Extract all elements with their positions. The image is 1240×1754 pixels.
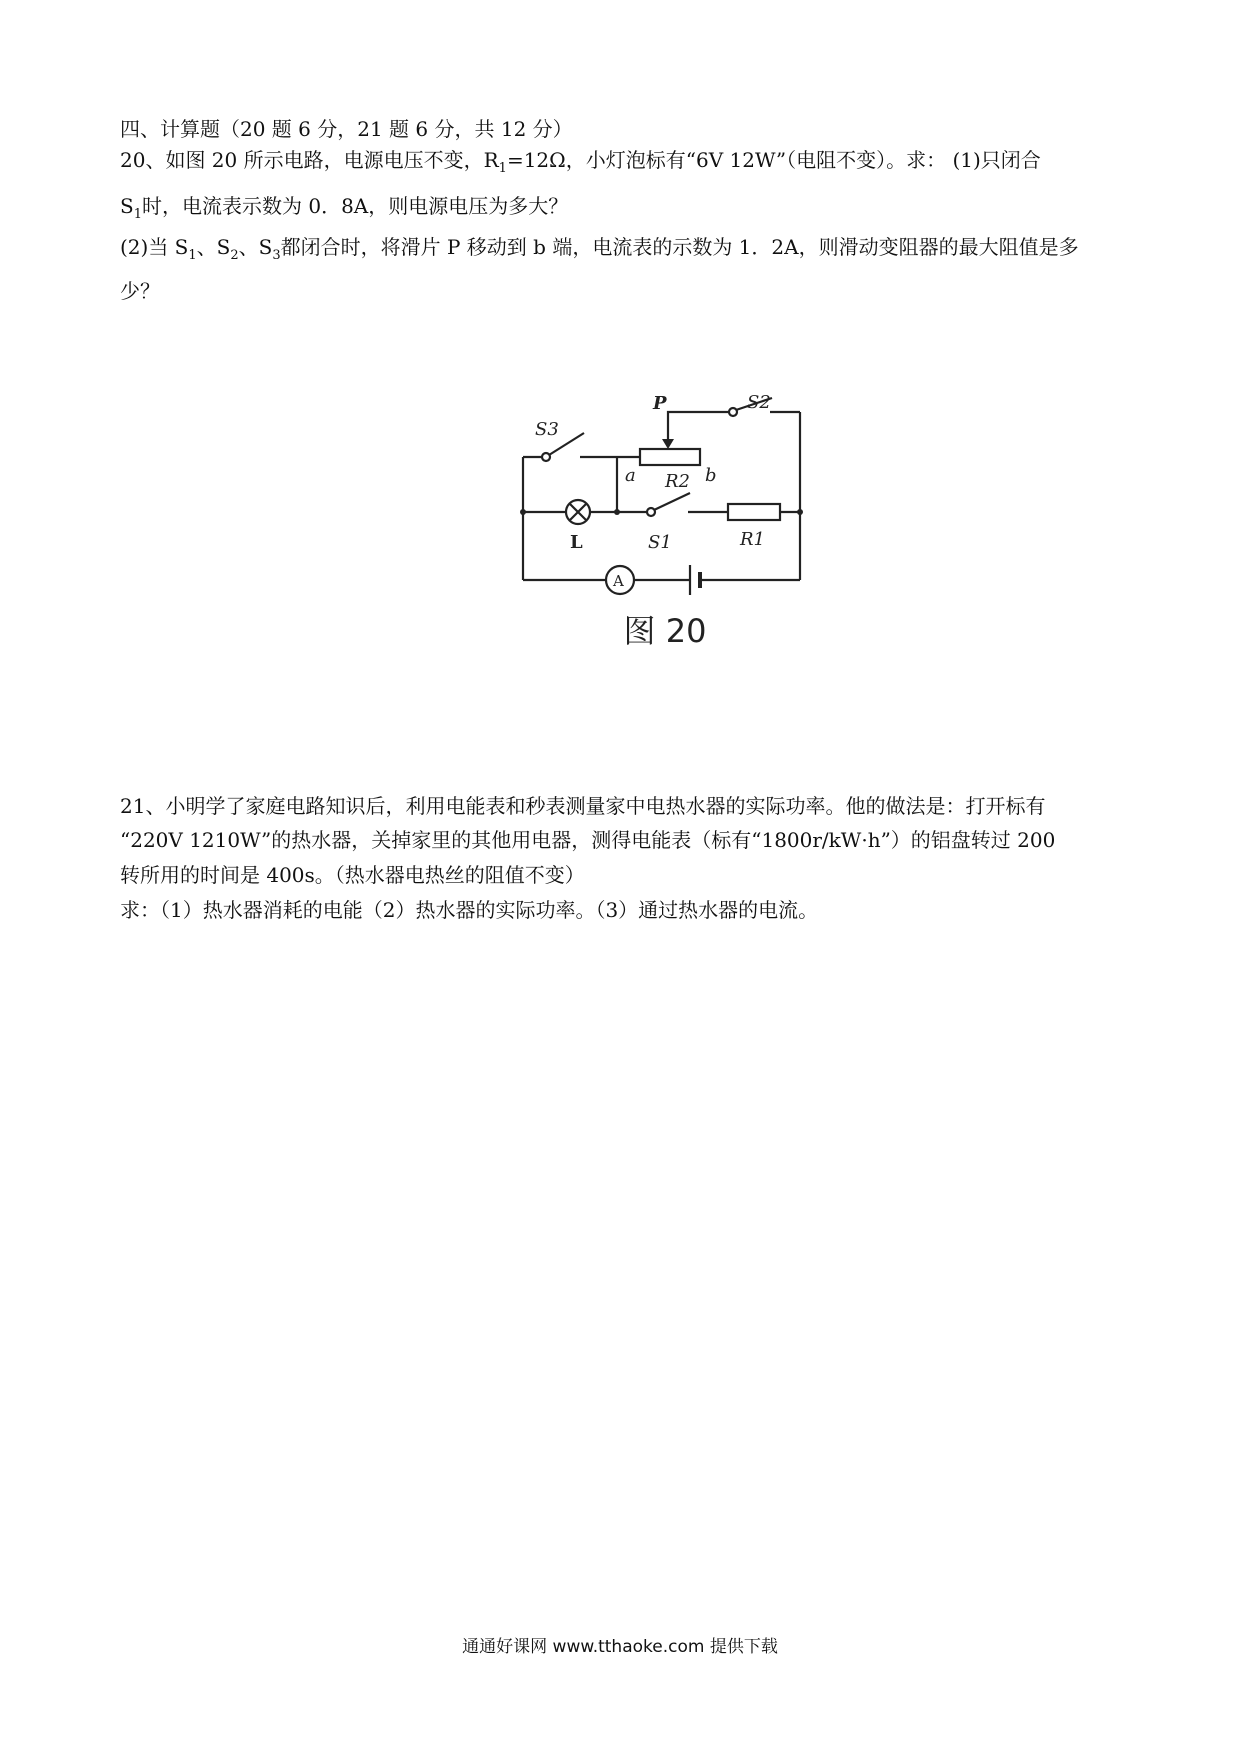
label-s3: S3	[535, 419, 559, 440]
q20-line-3-sub1: 1	[188, 248, 197, 263]
q20-line-3-sub2: 2	[230, 248, 239, 263]
page-footer: 通通好课网 www.tthaoke.com 提供下载	[462, 1637, 778, 1657]
q20-line-3-d: 都闭合时，将滑片 P 移动到 b 端，电流表的示数为 1．2A，则滑动变阻器的最大阻值是多	[280, 235, 1079, 259]
label-p: P	[653, 395, 667, 414]
circuit-diagram-figure-20	[510, 395, 820, 660]
section-heading: 四、计算题（20 题 6 分，21 题 6 分，共 12 分）	[120, 117, 573, 141]
q20-line-1-pre: 20、如图 20 所示电路，电源电压不变，R	[120, 148, 499, 172]
q20-line-3-a: (2)当 S	[120, 235, 189, 259]
switch-s1-blade	[654, 493, 690, 510]
label-s2: S2	[747, 395, 771, 413]
q20-line-1-post: =12Ω，小灯泡标有“6V 12W”（电阻不变）。求： (1)只闭合	[506, 148, 1041, 172]
figure-caption: 图 20	[623, 612, 707, 650]
q20-line-1-sub: 1	[498, 161, 507, 176]
label-lamp-l: L	[570, 532, 583, 553]
label-ammeter: A	[613, 572, 624, 590]
resistor-r1	[728, 504, 780, 520]
q21-line-4: 求：（1）热水器消耗的电能（2）热水器的实际功率。（3）通过热水器的电流。	[120, 898, 819, 922]
q20-line-4: 少？	[120, 279, 160, 303]
label-r1: R1	[740, 529, 766, 550]
junction-middle	[614, 509, 620, 515]
q21-line-1: 21、小明学了家庭电路知识后，利用电能表和秒表测量家中电热水器的实际功率。他的做法是：打开标有	[120, 794, 1046, 818]
q20-line-3-sub3: 3	[272, 248, 281, 263]
slider-p-wire	[668, 412, 710, 442]
q20-line-3-c: 、S	[238, 235, 273, 259]
q20-line-2-pre: S	[120, 194, 134, 218]
label-r2: R2	[665, 471, 691, 492]
q21-line-3: 转所用的时间是 400s。（热水器电热丝的阻值不变）	[120, 863, 585, 887]
q21-line-2: “220V 1210W”的热水器，关掉家里的其他用电器，测得电能表（标有“1800r/kW·h”）的铝盘转过 200	[120, 828, 1056, 852]
label-s1: S1	[648, 532, 672, 553]
q20-line-2-sub: 1	[133, 207, 142, 222]
label-a: a	[625, 465, 636, 486]
label-b: b	[705, 465, 717, 486]
junction-left	[520, 509, 526, 515]
q20-line-3	[120, 234, 1079, 269]
junction-right	[797, 509, 803, 515]
q20-line-3-b: 、S	[196, 235, 231, 259]
rheostat-r2	[640, 449, 700, 465]
q20-line-2	[120, 193, 568, 228]
q20-line-1	[120, 147, 1041, 182]
q20-line-2-post: 时，电流表示数为 0．8A，则电源电压为多大？	[141, 194, 569, 218]
slider-p-arrowhead	[662, 439, 674, 449]
